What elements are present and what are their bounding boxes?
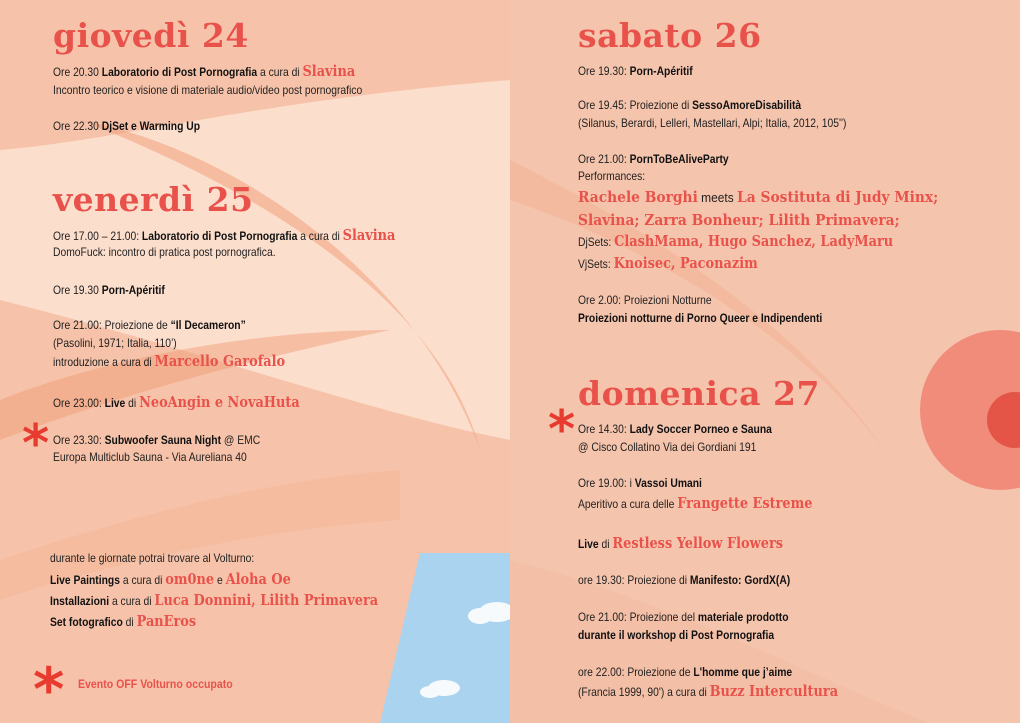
event-time: ore 19.30: Proiezione di [578, 573, 690, 587]
event-curator: Marcello Garofalo [154, 352, 286, 370]
event-line: Ore 2.00: Proiezioni Notturne [578, 293, 712, 307]
event-time: ore 22.00: Proiezione de [578, 665, 694, 679]
djsets-line [578, 234, 893, 250]
event-line [53, 354, 285, 370]
info-intro: durante le giornate potrai trovare al Volturno: [50, 551, 255, 565]
event-description: (Pasolini, 1971; Italia, 110’) [53, 336, 177, 350]
event-time: Ore 19.00: i [578, 476, 635, 490]
event-time: Ore 17.00 – 21.00: [53, 229, 142, 243]
event-location: @ Cisco Collatino Via dei Gordiani 191 [578, 440, 757, 454]
event-title: Manifesto: GordX(A) [689, 573, 791, 587]
event-title: materiale prodotto [697, 610, 789, 624]
event-time: Ore 23.00: [53, 396, 105, 410]
event-line [578, 610, 789, 625]
performers-line: Slavina; Zarra Bonheur; Lilith Primavera; [578, 211, 900, 229]
event-line [53, 318, 246, 333]
event-line [578, 98, 801, 113]
info-title: Live Paintings [50, 573, 120, 587]
event-time: Ore 21.00: Proiezione del [578, 610, 698, 624]
event-title: Proiezioni notturne di Porno Queer e Indipendenti [578, 311, 823, 325]
event-title: Live [104, 396, 126, 410]
day-title-sabato: sabato 26 [578, 16, 762, 55]
performer: Rachele Borghi [578, 188, 698, 206]
day-title-giovedi: giovedì 24 [53, 16, 249, 55]
event-time: Ore 21.00: Proiezione de [53, 318, 171, 332]
day-title-domenica: domenica 27 [578, 374, 820, 413]
event-time: Ore 20.30 [53, 65, 102, 79]
event-title: Lady Soccer Porneo e Sauna [629, 422, 772, 436]
event-title: PornToBeAliveParty [629, 152, 729, 166]
event-line [578, 311, 822, 326]
event-line [578, 573, 790, 588]
performer: La Sostituta di Judy Minx; [737, 188, 939, 206]
info-text: e [214, 573, 226, 587]
event-text: introduzione a cura di [53, 355, 155, 369]
event-line [578, 422, 772, 437]
event-time: Ore 19.45: Proiezione di [578, 98, 693, 112]
event-line [53, 228, 395, 244]
asterisk-icon: * [33, 655, 65, 723]
event-title: Live [578, 537, 599, 551]
event-text: a cura di [297, 229, 343, 243]
event-line [53, 64, 355, 80]
event-time: Ore 21.00: [578, 152, 630, 166]
vjs: Knoisec, Paconazim [613, 254, 758, 272]
info-title: Set fotografico [50, 615, 123, 629]
event-line [53, 119, 200, 134]
event-text: meets [697, 190, 738, 205]
info-artist: om0ne [165, 570, 215, 588]
event-line [578, 496, 812, 512]
event-description: DomoFuck: incontro di pratica post pornografica. [53, 245, 276, 259]
event-time: Ore 19.30 [53, 283, 102, 297]
djs: ClashMama, Hugo Sanchez, LadyMaru [614, 232, 894, 250]
event-time: Ore 22.30 [53, 119, 102, 133]
event-location: Europa Multiclub Sauna - Via Aureliana 40 [53, 450, 247, 464]
event-line [578, 665, 792, 680]
event-title: Laboratorio di Post Pornografia [141, 229, 298, 243]
event-line [578, 152, 729, 167]
legend-text: Evento OFF Volturno occupato [78, 677, 233, 691]
event-curator: Slavina [302, 62, 356, 80]
event-curator: Slavina [342, 226, 396, 244]
event-title: “Il Decameron” [170, 318, 246, 332]
event-text: Aperitivo a cura delle [578, 497, 678, 511]
event-line [578, 536, 783, 552]
event-description: Incontro teorico e visione di materiale audio/video post pornografico [53, 83, 363, 97]
event-text: DjSets: [578, 235, 615, 249]
info-text: di [122, 615, 137, 629]
event-description: Performances: [578, 169, 646, 183]
event-text: @ EMC [221, 433, 261, 447]
event-title: L'homme que j’aime [693, 665, 793, 679]
asterisk-icon: * [548, 400, 576, 460]
event-line [53, 395, 300, 411]
info-line [50, 572, 291, 588]
vjsets-line [578, 256, 758, 272]
event-line [53, 433, 260, 448]
event-title: Vassoi Umani [634, 476, 702, 490]
event-time: Ore 14.30: [578, 422, 630, 436]
event-text: VjSets: [578, 257, 614, 271]
event-title: DjSet e Warming Up [101, 119, 201, 133]
event-line [578, 476, 702, 491]
event-time: Ore 23.30: [53, 433, 105, 447]
event-performer: Restless Yellow Flowers [612, 534, 784, 552]
event-line [578, 628, 774, 643]
info-artist: Luca Donnini, Lilith Primavera [154, 591, 379, 609]
info-artist: Aloha Oe [225, 570, 291, 588]
event-curator: Frangette Estreme [677, 494, 813, 512]
info-line [50, 614, 196, 630]
event-title: Porn-Apéritif [101, 283, 165, 297]
info-title: Installazioni [50, 594, 110, 608]
info-text: a cura di [119, 573, 166, 587]
event-line [578, 684, 838, 700]
event-text: di [125, 396, 140, 410]
event-time: Ore 19.30: [578, 64, 630, 78]
event-text: di [598, 537, 613, 551]
event-title: Porn-Apéritif [629, 64, 693, 78]
right-page [510, 0, 1020, 723]
event-title: Subwoofer Sauna Night [104, 433, 222, 447]
performers-line [578, 187, 938, 208]
event-text: a cura di [257, 65, 303, 79]
event-line [53, 283, 165, 298]
event-title: durante il workshop di Post Pornografia [578, 628, 775, 642]
info-artist: PanEros [136, 612, 197, 630]
event-performer: NeoAngin e NovaHuta [139, 393, 300, 411]
asterisk-icon: * [22, 414, 50, 474]
event-title: SessoAmoreDisabilità [692, 98, 802, 112]
event-title: Laboratorio di Post Pornografia [101, 65, 258, 79]
info-line [50, 593, 378, 609]
day-title-venerdi: venerdì 25 [53, 180, 254, 219]
event-line [578, 64, 693, 79]
event-description: (Silanus, Berardi, Lelleri, Mastellari, Alpi; Italia, 2012, 105'') [578, 116, 847, 130]
info-text: a cura di [109, 594, 155, 608]
event-curator: Buzz Intercultura [709, 682, 839, 700]
event-text: (Francia 1999, 90') a cura di [578, 685, 710, 699]
